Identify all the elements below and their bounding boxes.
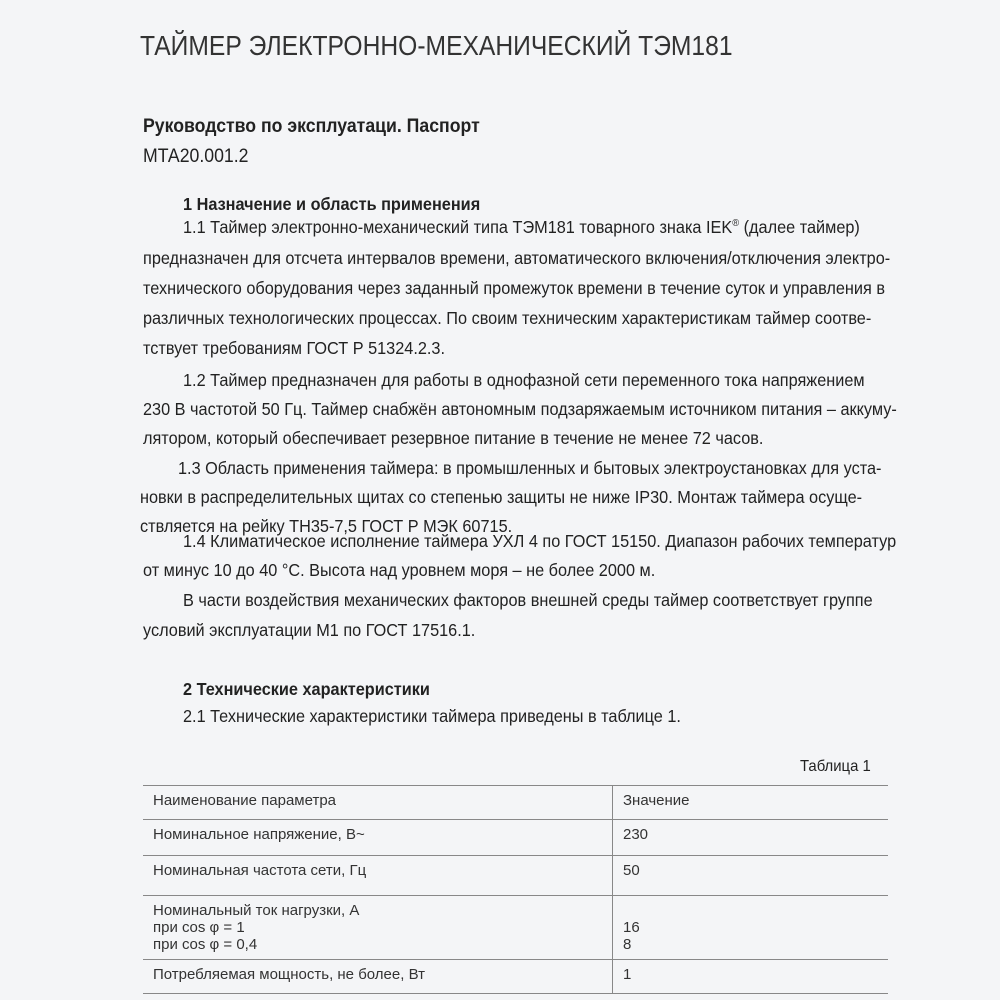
paragraph-line: 230 В частотой 50 Гц. Таймер снабжён автономным подзаряжаемым источником питания – аккуму- — [143, 399, 897, 419]
paragraph-line: тствует требованиям ГОСТ Р 51324.2.3. — [143, 338, 446, 358]
document-subtitle: Руководство по эксплуатаци. Паспорт — [143, 116, 480, 137]
paragraph-line: от минус 10 до 40 °С. Высота над уровнем моря – не более 2000 м. — [143, 560, 656, 580]
table-header-row — [143, 786, 888, 820]
param-cell — [143, 896, 613, 960]
paragraph-line: условий эксплуатации М1 по ГОСТ 17516.1. — [143, 620, 476, 640]
paragraph-line: лятором, который обеспечивает резервное питание в течение не менее 72 часов. — [143, 428, 764, 448]
paragraph-line: 1.2 Таймер предназначен для работы в однофазной сети переменного тока напряжением — [183, 370, 865, 390]
table-row — [143, 896, 888, 960]
section-1-heading: 1 Назначение и область применения — [183, 194, 481, 214]
param-cell: Номинальная частота сети, Гц — [143, 856, 613, 896]
paragraph-line: 1.3 Область применения таймера: в промышленных и бытовых электроустановках для уста- — [178, 458, 882, 478]
param-sub: при cos φ = 1 — [153, 919, 245, 936]
paragraph-line: различных технологических процессах. По своим техническим характеристикам таймер соотве- — [143, 308, 872, 328]
header-cell: Значение — [613, 786, 889, 820]
value-cell: 230 — [613, 820, 889, 856]
document-code: МТА20.001.2 — [143, 146, 249, 167]
paragraph-line: 2.1 Технические характеристики таймера приведены в таблице 1. — [183, 706, 681, 726]
value: 16 — [623, 919, 640, 936]
paragraph-line: В части воздействия механических факторов внешней среды таймер соответствует группе — [183, 590, 873, 610]
table-row — [143, 856, 888, 896]
value-cell — [613, 896, 889, 960]
value-cell: 50 — [613, 856, 889, 896]
param-label: Номинальный ток нагрузки, А — [153, 902, 360, 919]
value: 8 — [623, 936, 632, 953]
table-row — [143, 960, 888, 994]
specs-table — [143, 785, 888, 994]
param-cell: Потребляемая мощность, не более, Вт — [143, 960, 613, 994]
paragraph-line: 1.4 Климатическое исполнение таймера УХЛ 4 по ГОСТ 15150. Диапазон рабочих температур — [183, 531, 897, 551]
table-caption: Таблица 1 — [800, 758, 871, 775]
section-2-heading: 2 Технические характеристики — [183, 679, 430, 699]
paragraph-line: технического оборудования через заданный промежуток времени в течение суток и управления в — [143, 278, 885, 298]
header-cell: Наименование параметра — [143, 786, 613, 820]
paragraph-line: новки в распределительных щитах со степенью защиты не ниже IP30. Монтаж таймера осуще- — [140, 487, 863, 507]
param-cell: Номинальное напряжение, В~ — [143, 820, 613, 856]
table-row — [143, 820, 888, 856]
paragraph-line: 1.1 Таймер электронно-механический типа ТЭМ181 товарного знака IEK® (далее таймер) — [183, 217, 860, 237]
page-title: ТАЙМЕР ЭЛЕКТРОННО-МЕХАНИЧЕСКИЙ ТЭМ181 — [140, 30, 733, 61]
param-sub: при cos φ = 0,4 — [153, 936, 258, 953]
paragraph-line: ствляется на рейку ТН35-7,5 ГОСТ Р МЭК 60715. — [140, 516, 513, 536]
value-cell: 1 — [613, 960, 889, 994]
paragraph-line: предназначен для отсчета интервалов времени, автоматического включения/отключения электро- — [143, 248, 891, 268]
